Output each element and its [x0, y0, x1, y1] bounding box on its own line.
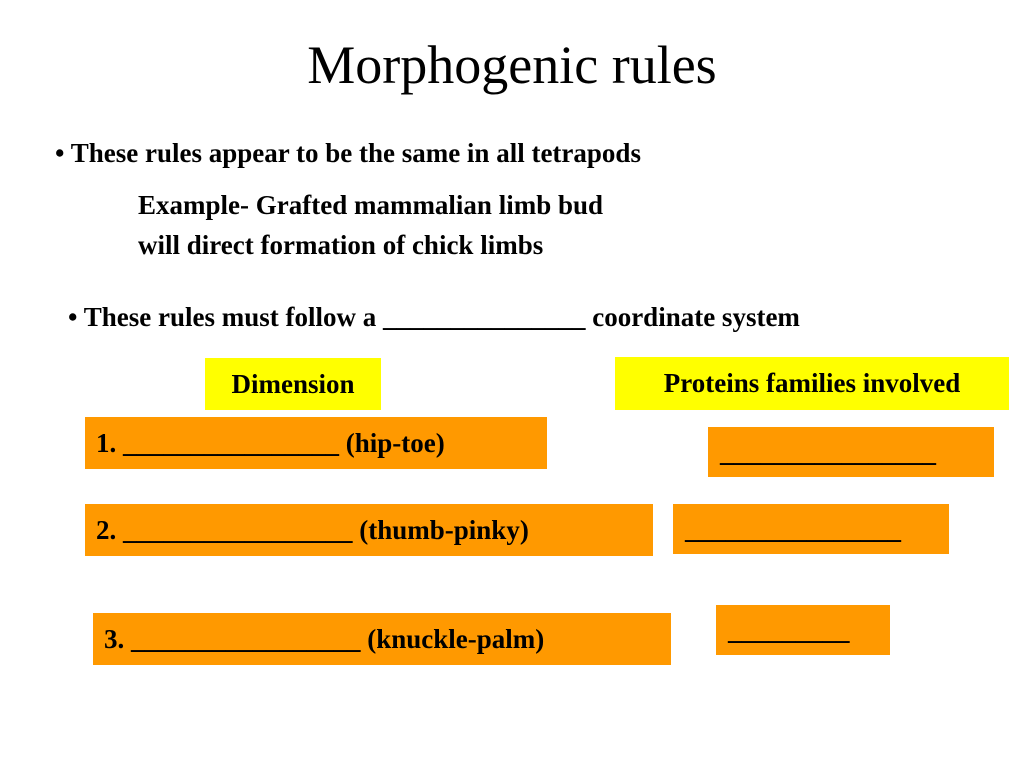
protein-1-blank: ________________: [720, 436, 936, 467]
example-line-1: Example- Grafted mammalian limb bud: [138, 190, 604, 220]
dimension-1-box: [85, 417, 547, 469]
slide-title: Morphogenic rules: [307, 35, 717, 95]
protein-2-box: [673, 504, 949, 554]
protein-2-blank: ________________: [685, 513, 901, 544]
protein-1-box: [708, 427, 994, 477]
proteins-header-label: Proteins families involved: [663, 368, 961, 398]
protein-3-box: [716, 605, 890, 655]
proteins-header: [615, 357, 1009, 410]
protein-3-blank: _________: [728, 614, 850, 645]
dimension-1-label: 1. ________________ (hip-toe): [96, 427, 445, 458]
bullet-coordinate-system: • These rules must follow a _______________ coordinate system: [68, 302, 800, 332]
dimension-2-label: 2. _________________ (thumb-pinky): [96, 514, 529, 545]
example-line-2: will direct formation of chick limbs: [138, 230, 544, 260]
dimension-3-box: [93, 613, 671, 665]
dimension-header: [205, 358, 381, 410]
dimension-3-label: 3. _________________ (knuckle-palm): [104, 623, 545, 654]
dimension-2-box: [85, 504, 653, 556]
dimension-header-label: Dimension: [231, 368, 355, 399]
bullet-tetrapods: • These rules appear to be the same in all tetrapods: [55, 138, 641, 168]
